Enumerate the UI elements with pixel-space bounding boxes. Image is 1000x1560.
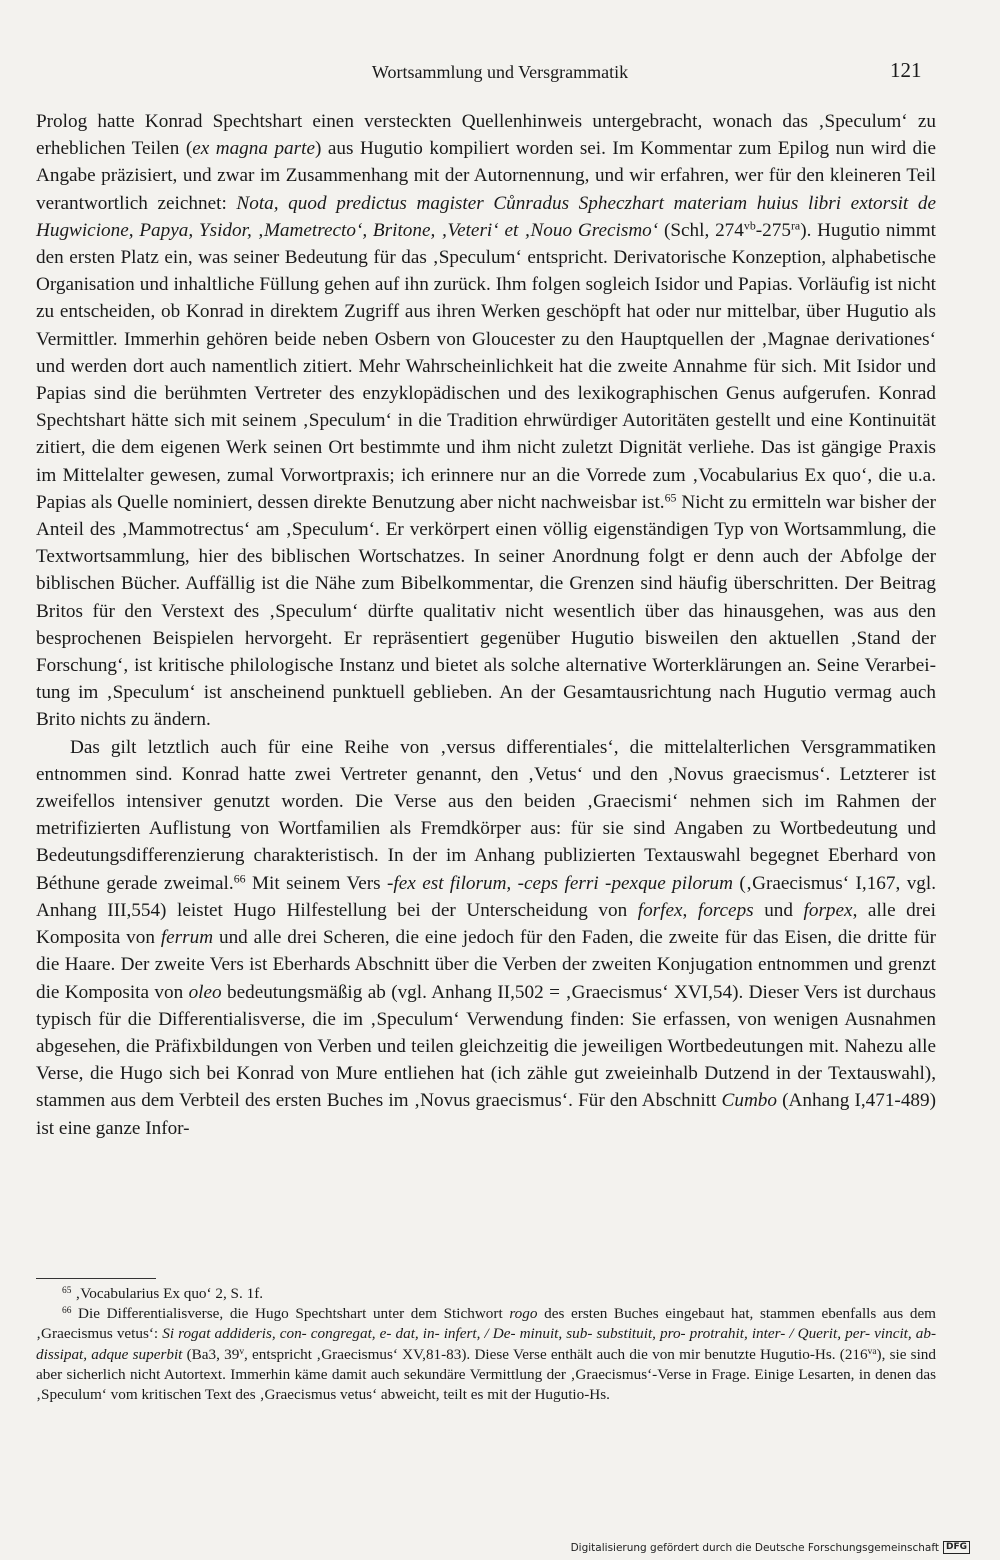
paragraph-1: Prolog hatte Konrad Spechtshart einen versteckten Quellenhinweis untergebracht, wonach das ‚Speculum‘ zu erheblichen Teilen (ex magna parte) aus Hugutio kompiliert worden sei. Im Kommentar zum Epilog nun wird die Angabe präzisiert, und zwar im Zusammenhang mit der Autornennung, und wir erfahren, wer für den kleineren Teil verantwortlich zeichnet: Nota, quod predictus magister Cůnradus Sphеczhart materiam huius libri extorsit de Hugwicione, Papya, Ysidor, ‚Mametrecto‘, Britone, ‚Veteri‘ et ‚Nouo Grecismo‘ (Schl, $274^{vb}-275^{ra}$). Hugutio nimmt den ersten Platz ein, was seiner Bedeutung für das ‚Speculum‘ entspricht. Derivatorische Konzeption, alphabetische Organisation und inhaltliche Füllung gehen auf ihn zurück. Ihm folgen sogleich Isidor und Papias. Vorläufig ist nicht zu entscheiden, ob Konrad in direktem Zugriff aus ihren Werken geschöpft hat oder nur mittelbar, über Hugutio als Vermittler. Immerhin gehören beide neben Osbern von Gloucester zu den Hauptquellen der ‚Magnae derivationes‘ und werden dort auch namentlich zitiert. Mehr Wahrscheinlichkeit hat die zweite Annahme für sich. Mit Isidor und Papias sind die berühmten Vertreter des enzyklopädischen und des lexikographischen Genus aufgerufen. Konrad Spechtshart hätte sich mit seinem ‚Speculum‘ in die Tradition ehrwürdiger Autoritäten gestellt und eine Kontinuität zitiert, die dem eigenen Werk seinen Ort bestimmte und ihm nicht zuletzt Dignität verliehe. Das ist gängige Praxis im Mittelalter gewesen, zumal Vorwortpraxis; ich erinnere nur an die Vorrede zum ‚Vocabularius Ex quo‘, die u.a. Papias als Quelle nominiert, dessen direkte Benutzung aber nicht nachweisbar ist.$^{65}$ Nicht zu ermitteln war bisher der Anteil des ‚Mammotrectus‘ am ‚Speculum‘. Er verkörpert einen völlig eigenständigen Typ von Wortsammlung, die Textwortsammlung, hier des biblischen Wortschatzes. In seiner Anordnung folgt er denn auch der Abfolge der biblischen Bücher. Auffällig ist die Nähe zum Bibelkommentar, die Grenzen sind häufig überschritten. Der Beitrag Britos für den Verstext des ‚Speculum‘ dürfte qualitativ nicht wesentlich über das hinausgehen, was aus den besprochenen Beispielen hervorgeht. Er repräsentiert gegenüber Hugutio bisweilen den aktuellen ‚Stand der Forschung‘, ist kritische philologische Instanz und bietet als solche alternative Worterklärungen an. Seine Verarbeitung im ‚Speculum‘ ist anscheinend punktuell geblieben. An der Gesamtausrichtung nach Hugutio vermag auch Brito nichts zu ändern. xyxy=(36,111,936,731)
main-text xyxy=(36,108,936,1142)
page-number: 121 xyxy=(890,58,922,82)
footnote-66: $^{66}$ Die Differentialisverse, die Hugo Spechtshart unter dem Stichwort rogo des ersten Buches eingebaut hat, stammen ebenfalls aus dem ‚Graecismus vetus‘: Si rogat addideris, con- congregat, e- dat, in- infert, / De- minuit, sub- substituit, pro- protrahit, inter- / Querit, per- vincit, ab- dissipat, adque superbit (Ba3, 39$^v$, entspricht ‚Graecismus‘ XV,81-83). Diese Verse enthält auch die von mir benutzte Hugutio-Hs. $(216^{va})$, sie sind aber sicherlich nicht Autortext. Immerhin käme damit auch sekundäre Vermittlung der ‚Graecismus‘-Verse in Frage. Einige Lesarten, in denen das ‚Speculum‘ vom kritischen Text des ‚Graecismus vetus‘ abweicht, teilt es mit der Hugutio-Hs. xyxy=(36,1305,937,1404)
footnotes xyxy=(36,1284,936,1405)
footnote-ref-66: 66 xyxy=(233,871,246,886)
credit-text: Digitalisierung gefördert durch die Deutsche Forschungsgemeinschaft xyxy=(570,1541,939,1554)
running-head: Wortsammlung und Versgrammatik xyxy=(371,62,629,82)
footnote-ref-65: 65 xyxy=(664,490,677,505)
digitization-credit xyxy=(571,1541,970,1554)
footnote-divider xyxy=(36,1278,156,1279)
footnote-65: $^{65}$ ‚Vocabularius Ex quo‘ 2, S. 1f. xyxy=(62,1285,264,1302)
paragraph-2: Das gilt letztlich auch für eine Reihe von ‚versus differentiales‘, die mittelalterlichen Versgrammatiken entnommen sind. Konrad hatte zwei Vertreter genannt, den ‚Vetus‘ und den ‚Novus graecismus‘. Letzterer ist zweifellos intensiver genutzt worden. Die Verse aus den beiden ‚Graecismi‘ nehmen sich im Rahmen der metrifizierten Auflistung von Wortfamilien als Fremdkörper aus: für sie sind Angaben zu Wortbedeutung und Bedeutungsdifferenzierung charakteristisch. In der im Anhang publizierten Textauswahl begegnet Eberhard von Béthune gerade zweimal.$^{66}$ Mit seinem Vers -fex est filorum, -ceps ferri -pexque pilorum (‚Graecismus‘ I,167, vgl. Anhang III,554) leistet Hugo Hilfestellung bei der Unterscheidung von forfex, forceps und forpex, alle drei Komposita von ferrum und alle drei Scheren, die eine jedoch für den Faden, die zweite für das Eisen, die dritte für die Haare. Der zweite Vers ist Eberhards Abschnitt über die Verben der zweiten Konjugation entnommen und grenzt die Komposita von oleo bedeutungsmäßig ab (vgl. Anhang II,502 = ‚Graecismus‘ XVI,54). Dieser Vers ist durchaus typisch für die Differentialisverse, die im ‚Speculum‘ Verwendung finden: Sie erfassen, von wenigen Ausnahmen abgesehen, die Präfixbildungen von Verben und teilen gleichzeitig die jeweiligen Wortbedeutungen mit. Nahezu alle Verse, die Hugo sich bei Konrad von Mure entliehen hat (ich zähle gut zweieinhalb Dutzend in der Textauswahl), stammen aus dem Verbteil des ersten Buches im ‚Novus graecismus‘. Für den Abschnitt Cumbo (Anhang I,471-489) ist eine ganze Infor- xyxy=(36,736,937,1139)
dfg-logo: DFG xyxy=(943,1541,970,1554)
